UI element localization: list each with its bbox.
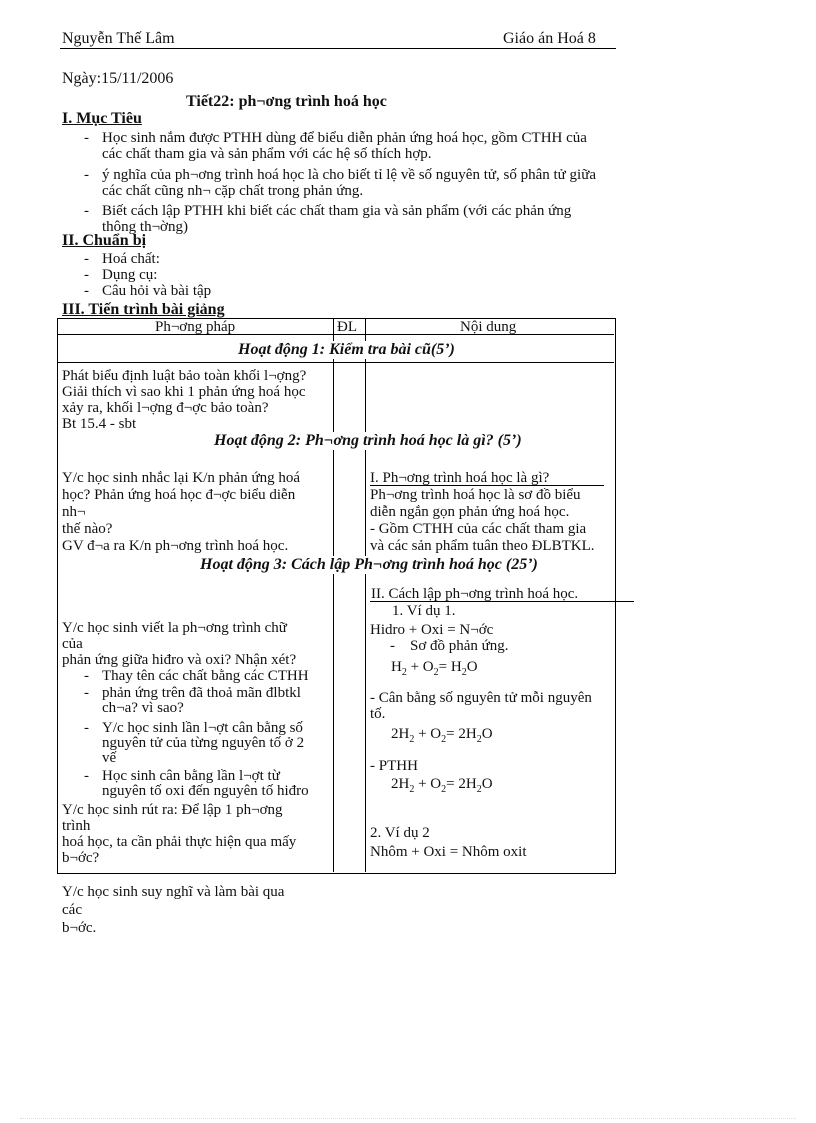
a3-balance-line2: tố. [370, 706, 386, 722]
a2-content-line: Ph¬ơng trình hoá học là sơ đồ biểu [370, 487, 581, 503]
a3-method-bullet: - [84, 720, 89, 736]
a3-example1: 1. Ví dụ 1. [392, 603, 456, 619]
objective-line: các chất tham gia và sản phẩm với các hệ số thích hợp. [102, 146, 432, 162]
a2-method-line: thế nào? [62, 521, 113, 537]
col-header-method: Ph¬ơng pháp [155, 319, 236, 335]
a3-method-line: trình [62, 818, 91, 834]
a2-method-line: học? Phản ứng hoá học đ¬ợc biểu diễn [62, 487, 296, 503]
a3-method-bullet: - [84, 685, 89, 701]
a2-content-line: I. Ph¬ơng trình hoá học là gì? [370, 470, 550, 486]
a3-method-item-line: Y/c học sinh lần l¬ợt cân bằng số [102, 720, 303, 736]
col-header-content: Nội dung [460, 319, 517, 335]
a3-method-item-line: ch¬a? vì sao? [102, 700, 184, 716]
a3-diagram-dash: - [390, 638, 395, 654]
after-table-line: b¬ớc. [62, 920, 97, 936]
table-header-divider [57, 334, 614, 335]
objective-line: thông th¬ờng) [102, 219, 188, 235]
table-col-divider-2 [365, 318, 366, 872]
a3-method-line: phản ứng giữa hiđro và oxi? Nhận xét? [62, 652, 297, 668]
a2-content-line: và các sản phẩm tuân theo ĐLBTKL. [370, 538, 595, 554]
after-table-line: Y/c học sinh suy nghĩ và làm bài qua [62, 884, 285, 900]
table-col-divider-1 [333, 318, 334, 872]
col-header-time: ĐL [337, 319, 357, 335]
objective-bullet: - [84, 203, 89, 219]
a2-heading-underline [370, 485, 604, 486]
a3-method-bullet: - [84, 768, 89, 784]
preparation-item: Hoá chất: [102, 251, 160, 267]
after-table-line: các [62, 902, 82, 918]
objective-line: các chất cũng nh¬ cặp chất trong phản ứng. [102, 183, 364, 199]
a3-method-line: Y/c học sinh rút ra: Để lập 1 ph¬ơng [62, 802, 283, 818]
a3-method-bullet: - [84, 668, 89, 684]
objective-line: ý nghĩa của ph¬ơng trình hoá học là cho biết tỉ lệ về số nguyên tử, số phân tử giữa [102, 167, 597, 183]
author-name: Nguyễn Thế Lâm [62, 30, 175, 47]
a2-content-line: - Gồm CTHH của các chất tham gia [370, 521, 587, 537]
a3-example2: 2. Ví dụ 2 [370, 825, 430, 841]
a3-method-item-line: phản ứng trên đã thoả mãn đlbtkl [102, 685, 301, 701]
objective-line: Biết cách lập PTHH khi biết các chất tham gia và sản phẩm (với các phản ứng [102, 203, 572, 219]
activity-1-divider [57, 362, 614, 363]
page-bottom-border [20, 1118, 796, 1119]
a3-method-line: hoá học, ta cần phải thực hiện qua mấy [62, 834, 297, 850]
a3-example2-equation: Nhôm + Oxi = Nhôm oxit [370, 844, 527, 860]
preparation-item: Dụng cụ: [102, 267, 158, 283]
a3-heading: II. Cách lập ph¬ơng trình hoá học. [371, 586, 579, 602]
preparation-bullet: - [84, 267, 89, 283]
a3-balance-line1: - Cân bằng số nguyên tử mỗi nguyên [370, 690, 592, 706]
a3-method-line: b¬ớc? [62, 850, 100, 866]
course-name: Giáo án Hoá 8 [503, 30, 596, 47]
a3-diagram-label: Sơ đồ phản ứng. [410, 638, 509, 654]
a3-method-item-line: nguyên tử của từng nguyên tố ở 2 [102, 735, 305, 751]
activity-2-title: Hoạt động 2: Ph¬ơng trình hoá học là gì? (5’) [210, 432, 526, 450]
section1-title: I. Mục Tiêu [62, 110, 142, 127]
objective-bullet: - [84, 130, 89, 146]
a3-method-item-line: nguyên tố oxi đến nguyên tố hiđro [102, 783, 309, 799]
activity-1-title: Hoạt động 1: Kiểm tra bài cũ(5’) [238, 341, 455, 358]
preparation-bullet: - [84, 283, 89, 299]
header-rule [60, 48, 616, 49]
a3-method-item-line: vế [102, 750, 117, 766]
lesson-date: Ngày:15/11/2006 [62, 70, 174, 87]
a3-method-item-line: Học sinh cân bằng lần l¬ợt từ [102, 768, 280, 784]
a2-content-line: diễn ngắn gọn phản ứng hoá học. [370, 504, 570, 520]
a3-method-line: Y/c học sinh viết la ph¬ơng trình chữ [62, 620, 287, 636]
a2-method-line: GV đ¬a ra K/n ph¬ơng trình hoá học. [62, 538, 289, 554]
a2-method-line: nh¬ [62, 504, 86, 520]
a3-word-equation: Hidro + Oxi = N¬ớc [370, 622, 494, 638]
section2-title: II. Chuẩn bị [62, 232, 147, 249]
a3-skeleton-equation: $H_2 + O_2= H_2O$ [391, 659, 478, 678]
section3-title: III. Tiến trình bài giảng [62, 301, 225, 318]
a1-method-line: Phát biểu định luật bảo toàn khối l¬ợng? [62, 368, 307, 384]
a3-pthh-label: - PTHH [370, 758, 418, 774]
a2-method-line: Y/c học sinh nhắc lại K/n phản ứng hoá [62, 470, 301, 486]
a3-final-equation: $2H_2 + O_2= 2H_2O$ [391, 776, 493, 795]
activity-3-title: Hoạt động 3: Cách lập Ph¬ơng trình hoá học (25’) [196, 556, 542, 574]
lesson-title: Tiết22: ph¬ơng trình hoá học [186, 93, 387, 110]
preparation-item: Câu hỏi và bài tập [102, 283, 212, 299]
a3-method-item-line: Thay tên các chất bằng các CTHH [102, 668, 309, 684]
objective-bullet: - [84, 167, 89, 183]
a3-method-line: của [62, 636, 83, 652]
preparation-bullet: - [84, 251, 89, 267]
a1-method-line: xảy ra, khối l¬ợng đ¬ợc bảo toàn? [62, 400, 269, 416]
objective-line: Học sinh nắm được PTHH dùng để biểu diễn phản ứng hoá học, gồm CTHH của [102, 130, 587, 146]
a3-balanced-equation: $2H_2 + O_2= 2H_2O$ [391, 726, 493, 745]
a1-method-line: Bt 15.4 - sbt [62, 416, 137, 432]
a1-method-line: Giải thích vì sao khi 1 phản ứng hoá học [62, 384, 306, 400]
